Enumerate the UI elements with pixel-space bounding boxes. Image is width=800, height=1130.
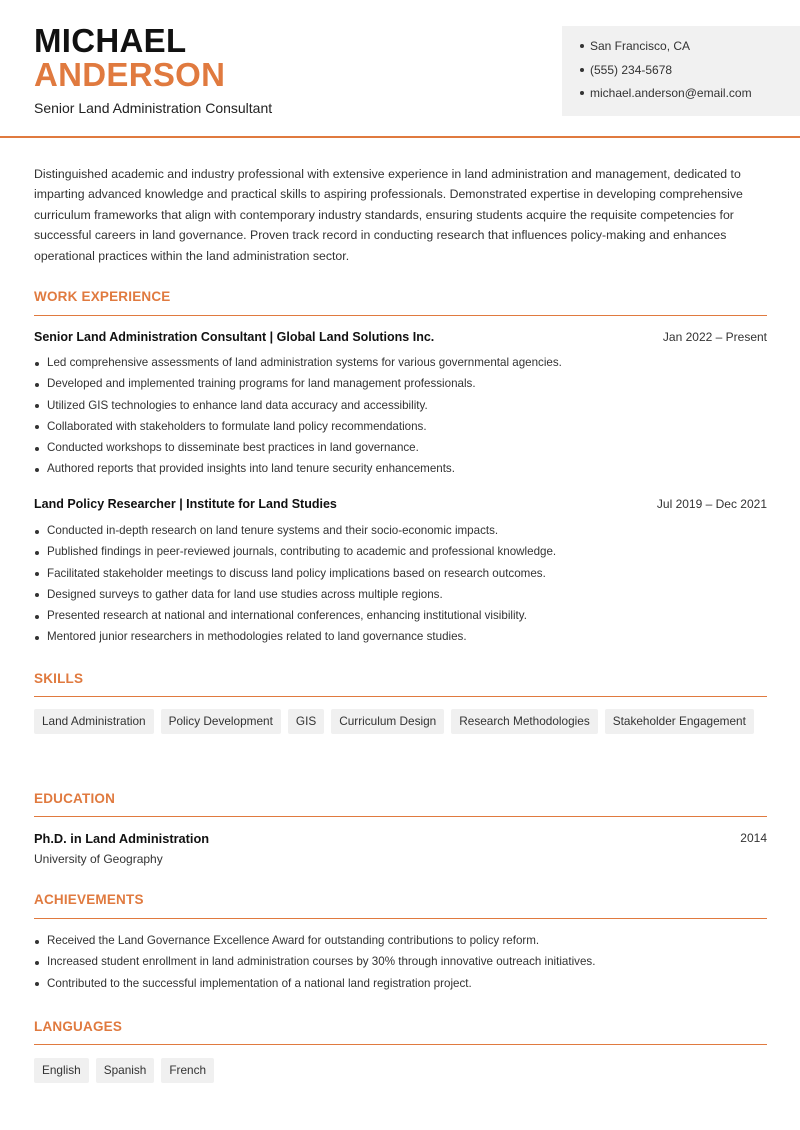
job-dates: Jul 2019 – Dec 2021 <box>656 497 767 511</box>
skill-tag: Stakeholder Engagement <box>605 709 754 734</box>
list-item: Increased student enrollment in land administration courses by 30% through innovative outreach initiatives. <box>34 954 767 970</box>
job-header <box>34 330 767 344</box>
list-item: Authored reports that provided insights into land tenure security enhancements. <box>34 461 767 477</box>
first-name: MICHAEL <box>34 22 187 59</box>
section-divider <box>34 315 767 316</box>
languages-tags <box>34 1058 767 1083</box>
list-item: Presented research at national and international conferences, enhancing institutional visibility. <box>34 608 767 624</box>
education-degree: Ph.D. in Land Administration <box>34 831 210 846</box>
summary: Distinguished academic and industry professional with extensive experience in land administration and management, dedicated to imparting advanced knowledge and practical skills to aspiring professionals. Demonstrated expertise in developing comprehensive curriculum frameworks that align with contemporary industry standards, ensuring students acquire the requisite competencies for successful careers in land governance. Proven track record in conducting research that influences policy-making and enhances operational practices within the land administration sector. <box>34 167 743 263</box>
list-item: Utilized GIS technologies to enhance land data accuracy and accessibility. <box>34 398 767 414</box>
job-bullets <box>34 523 767 651</box>
skill-tag: Land Administration <box>34 709 154 734</box>
list-item: Designed surveys to gather data for land use studies across multiple regions. <box>34 587 767 603</box>
job-dates: Jan 2022 – Present <box>662 330 767 344</box>
education-year: 2014 <box>740 831 767 845</box>
language-tag: Spanish <box>96 1058 155 1083</box>
skills-heading: SKILLS <box>34 671 84 686</box>
job-title: Senior Land Administration Consultant <box>34 100 273 116</box>
education-school: University of Geography <box>34 852 163 866</box>
languages-heading: LANGUAGES <box>34 1019 123 1034</box>
list-item: Conducted workshops to disseminate best practices in land governance. <box>34 440 767 456</box>
list-item: Contributed to the successful implementation of a national land registration project. <box>34 976 767 992</box>
section-divider <box>34 918 767 919</box>
skill-tag: GIS <box>288 709 324 734</box>
language-tag: English <box>34 1058 89 1083</box>
list-item: Mentored junior researchers in methodologies related to land governance studies. <box>34 629 767 645</box>
skill-tag: Research Methodologies <box>451 709 598 734</box>
achievements-heading: ACHIEVEMENTS <box>34 892 144 907</box>
list-item: Conducted in-depth research on land tenure systems and their socio-economic impacts. <box>34 523 767 539</box>
last-name: ANDERSON <box>34 56 226 93</box>
job-bullets <box>34 355 767 483</box>
section-divider <box>34 696 767 697</box>
contact-phone: (555) 234-5678 <box>580 62 800 86</box>
skill-tag: Policy Development <box>161 709 281 734</box>
list-item: Developed and implemented training programs for land management professionals. <box>34 376 767 392</box>
resume-header <box>0 0 800 138</box>
list-item: Led comprehensive assessments of land administration systems for various governmental agencies. <box>34 355 767 371</box>
job-header <box>34 497 767 511</box>
list-item: Received the Land Governance Excellence Award for outstanding contributions to policy reform. <box>34 933 767 949</box>
section-divider <box>34 816 767 817</box>
contact-box <box>562 26 800 116</box>
list-item: Published findings in peer-reviewed journals, contributing to academic and professional knowledge. <box>34 544 767 560</box>
contact-email: michael.anderson@email.com <box>580 85 800 109</box>
job-role: Senior Land Administration Consultant | Global Land Solutions Inc. <box>34 330 435 344</box>
list-item: Facilitated stakeholder meetings to discuss land policy implications based on research outcomes. <box>34 566 767 582</box>
work-experience-heading: WORK EXPERIENCE <box>34 289 171 304</box>
list-item: Collaborated with stakeholders to formulate land policy recommendations. <box>34 419 767 435</box>
section-divider <box>34 1044 767 1045</box>
language-tag: French <box>161 1058 214 1083</box>
achievements-list <box>34 933 767 997</box>
job-role: Land Policy Researcher | Institute for Land Studies <box>34 497 337 511</box>
skill-tag: Curriculum Design <box>331 709 444 734</box>
education-heading: EDUCATION <box>34 791 116 806</box>
skills-tags <box>34 709 767 734</box>
contact-location: San Francisco, CA <box>580 38 800 62</box>
